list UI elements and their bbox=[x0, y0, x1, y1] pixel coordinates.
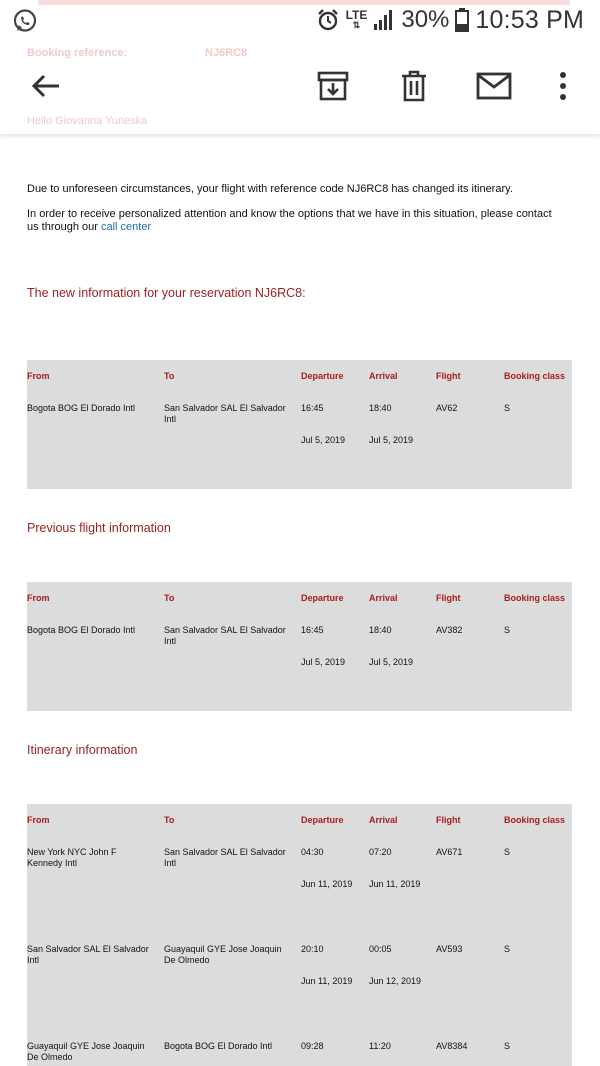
intro-paragraph: Due to unforeseen circumstances, your flight with reference code NJ6RC8 has changed its itinerary. bbox=[27, 183, 513, 195]
cell-to: Bogota BOG El Dorado Intl bbox=[164, 1041, 273, 1051]
cell-arrival-time: 07:20 bbox=[369, 847, 392, 857]
col-departure: Departure bbox=[301, 593, 344, 603]
cell-departure-time: 16:45 bbox=[301, 625, 324, 635]
cell-flight: AV8384 bbox=[436, 1041, 468, 1051]
greeting: Hello Giovanna Yuneska bbox=[27, 115, 148, 127]
back-button[interactable] bbox=[26, 66, 66, 106]
cell-flight: AV62 bbox=[436, 403, 458, 413]
cell-to: San Salvador SAL El Salvador Intl bbox=[164, 403, 286, 424]
col-departure: Departure bbox=[301, 371, 344, 381]
cell-departure-time: 04:30 bbox=[301, 847, 324, 857]
cell-from: Bogota BOG El Dorado Intl bbox=[27, 403, 136, 413]
booking-reference-label: Booking reference: bbox=[27, 47, 128, 59]
contact-paragraph: In order to receive personalized attention and know the options that we have in this situation, please contact us through our call center bbox=[27, 208, 552, 233]
booking-reference-code: NJ6RC8 bbox=[205, 47, 248, 59]
col-flight: Flight bbox=[436, 815, 461, 825]
delete-button[interactable] bbox=[394, 66, 434, 106]
clock: 10:53 PM bbox=[475, 5, 584, 34]
previous-flight-table bbox=[27, 582, 572, 711]
new-info-title: The new information for your reservation NJ6RC8: bbox=[27, 286, 306, 300]
whatsapp-icon bbox=[12, 8, 38, 34]
cell-class: S bbox=[504, 1041, 511, 1051]
col-from: From bbox=[27, 371, 50, 381]
cell-from: San Salvador SAL El Salvador Intl bbox=[27, 944, 149, 965]
cell-arrival-date: Jun 12, 2019 bbox=[369, 976, 422, 986]
network-type: LTE ⇅ bbox=[345, 8, 368, 30]
cell-arrival-date: Jul 5, 2019 bbox=[369, 657, 414, 667]
cell-departure-time: 20:10 bbox=[301, 944, 324, 954]
cell-arrival-time: 00:05 bbox=[369, 944, 392, 954]
col-to: To bbox=[164, 371, 175, 381]
alarm-icon bbox=[316, 8, 340, 32]
email-body bbox=[0, 134, 600, 1066]
cell-arrival-time: 18:40 bbox=[369, 625, 392, 635]
cell-class: S bbox=[504, 847, 511, 857]
itinerary-table bbox=[27, 804, 572, 1066]
new-flight-table bbox=[27, 360, 572, 489]
trash-icon bbox=[400, 70, 428, 102]
col-departure: Departure bbox=[301, 815, 344, 825]
col-arrival: Arrival bbox=[369, 593, 398, 603]
cell-departure-time: 16:45 bbox=[301, 403, 324, 413]
cell-arrival-date: Jul 5, 2019 bbox=[369, 435, 414, 445]
cell-class: S bbox=[504, 944, 511, 954]
cell-from: Bogota BOG El Dorado Intl bbox=[27, 625, 136, 635]
email-toolbar bbox=[0, 40, 600, 134]
cell-to: San Salvador SAL El Salvador Intl bbox=[164, 625, 286, 646]
cell-departure-date: Jul 5, 2019 bbox=[301, 435, 346, 445]
arrow-left-icon bbox=[31, 73, 61, 99]
battery-percent: 30% bbox=[401, 6, 450, 33]
col-booking-class: Booking class bbox=[504, 371, 566, 381]
col-from: From bbox=[27, 815, 50, 825]
battery-icon bbox=[455, 8, 469, 32]
col-to: To bbox=[164, 593, 175, 603]
col-from: From bbox=[27, 593, 50, 603]
cell-class: S bbox=[504, 403, 511, 413]
mark-unread-button[interactable] bbox=[473, 66, 515, 106]
more-options-button[interactable] bbox=[548, 66, 578, 106]
cell-to: Guayaquil GYE Jose Joaquin De Olmedo bbox=[164, 944, 282, 965]
cell-class: S bbox=[504, 625, 511, 635]
col-arrival: Arrival bbox=[369, 815, 398, 825]
status-bar bbox=[0, 0, 600, 40]
previous-info-title: Previous flight information bbox=[27, 521, 171, 535]
cell-from: Guayaquil GYE Jose Joaquin De Olmedo bbox=[27, 1041, 145, 1062]
col-flight: Flight bbox=[436, 593, 461, 603]
cell-departure-date: Jun 11, 2019 bbox=[301, 879, 353, 889]
archive-icon bbox=[317, 70, 349, 102]
cell-flight: AV671 bbox=[436, 847, 463, 857]
col-flight: Flight bbox=[436, 371, 461, 381]
cell-arrival-date: Jun 11, 2019 bbox=[369, 879, 421, 889]
cell-arrival-time: 11:20 bbox=[369, 1041, 391, 1051]
archive-button[interactable] bbox=[313, 66, 353, 106]
col-booking-class: Booking class bbox=[504, 593, 566, 603]
mail-icon bbox=[476, 72, 512, 100]
itinerary-title: Itinerary information bbox=[27, 743, 138, 757]
signal-icon bbox=[373, 9, 395, 31]
cell-from: New York NYC John F Kennedy Intl bbox=[27, 847, 117, 868]
cell-departure-time: 09:28 bbox=[301, 1041, 324, 1051]
cell-departure-date: Jul 5, 2019 bbox=[301, 657, 346, 667]
more-vert-icon bbox=[558, 71, 568, 101]
cell-flight: AV593 bbox=[436, 944, 463, 954]
cell-arrival-time: 18:40 bbox=[369, 403, 392, 413]
col-arrival: Arrival bbox=[369, 371, 398, 381]
cell-departure-date: Jun 11, 2019 bbox=[301, 976, 353, 986]
col-to: To bbox=[164, 815, 175, 825]
cell-to: San Salvador SAL El Salvador Intl bbox=[164, 847, 286, 868]
col-booking-class: Booking class bbox=[504, 815, 566, 825]
call-center-link[interactable]: call center bbox=[101, 221, 152, 233]
cell-flight: AV382 bbox=[436, 625, 463, 635]
